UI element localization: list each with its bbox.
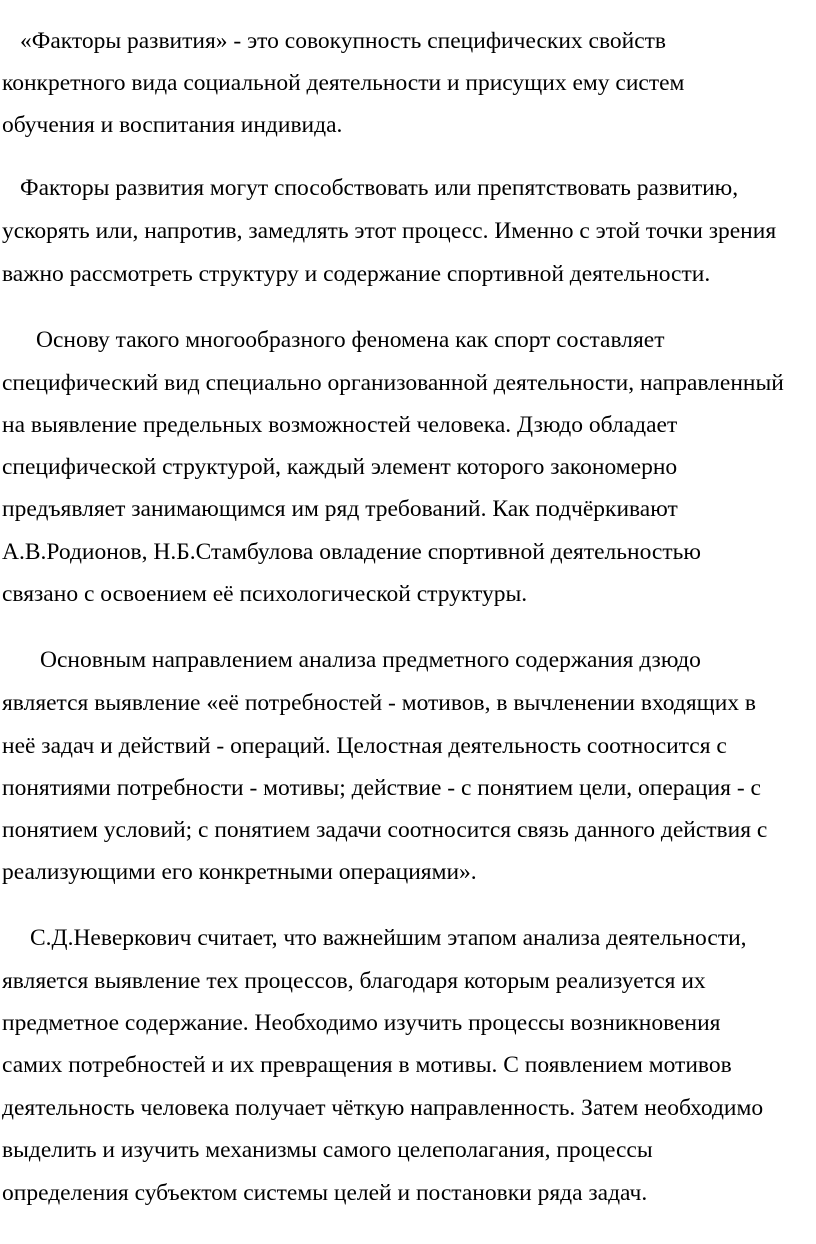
paragraph-line: Основным направлением анализа предметного содержания дзюдо <box>40 647 701 673</box>
paragraph-line: самих потребностей и их превращения в мотивы. С появлением мотивов <box>2 1052 732 1078</box>
paragraph-line: Основу такого многообразного феномена как спорт составляет <box>36 327 665 353</box>
paragraph-line: на выявление предельных возможностей человека. Дзюдо обладает <box>2 412 678 438</box>
paragraph-line: специфической структурой, каждый элемент которого закономерно <box>2 454 678 480</box>
paragraph-line: выделить и изучить механизмы самого целеполагания, процессы <box>2 1137 653 1163</box>
paragraph-line: предъявляет занимающимся им ряд требований. Как подчёркивают <box>2 496 678 522</box>
paragraph-line: специфический вид специально организованной деятельности, направленный <box>2 370 784 396</box>
paragraph-line: понятием условий; с понятием задачи соотносится связь данного действия с <box>2 817 768 843</box>
paragraph-line: связано с освоением её психологической структуры. <box>2 581 528 607</box>
paragraph-line: деятельность человека получает чёткую направленность. Затем необходимо <box>2 1095 764 1121</box>
paragraph-line: предметное содержание. Необходимо изучить процессы возникновения <box>2 1010 721 1036</box>
paragraph-line: обучения и воспитания индивида. <box>2 112 343 138</box>
paragraph-line: понятиями потребности - мотивы; действие - с понятием цели, операция - с <box>2 775 761 801</box>
paragraph-line: важно рассмотреть структуру и содержание спортивной деятельности. <box>2 261 711 287</box>
paragraph-line: А.В.Родионов, Н.Б.Стамбулова овладение спортивной деятельностью <box>2 539 701 565</box>
paragraph-line: С.Д.Неверкович считает, что важнейшим этапом анализа деятельности, <box>30 925 747 951</box>
paragraph-line: является выявление «её потребностей - мотивов, в вычленении входящих в <box>2 690 757 716</box>
paragraph-line: «Факторы развития» - это совокупность специфических свойств <box>20 28 667 54</box>
paragraph-line: конкретного вида социальной деятельности и присущих ему систем <box>2 70 685 96</box>
paragraph-line: Факторы развития могут способствовать или препятствовать развитию, <box>20 175 739 201</box>
paragraph-line: ускорять или, напротив, замедлять этот процесс. Именно с этой точки зрения <box>2 218 777 244</box>
paragraph-line: определения субъектом системы целей и постановки ряда задач. <box>2 1180 648 1206</box>
paragraph-line: является выявление тех процессов, благодаря которым реализуется их <box>2 968 706 994</box>
paragraph-line: неё задач и действий - операций. Целостная деятельность соотносится с <box>2 733 727 759</box>
paragraph-line: реализующими его конкретными операциями». <box>2 859 477 885</box>
